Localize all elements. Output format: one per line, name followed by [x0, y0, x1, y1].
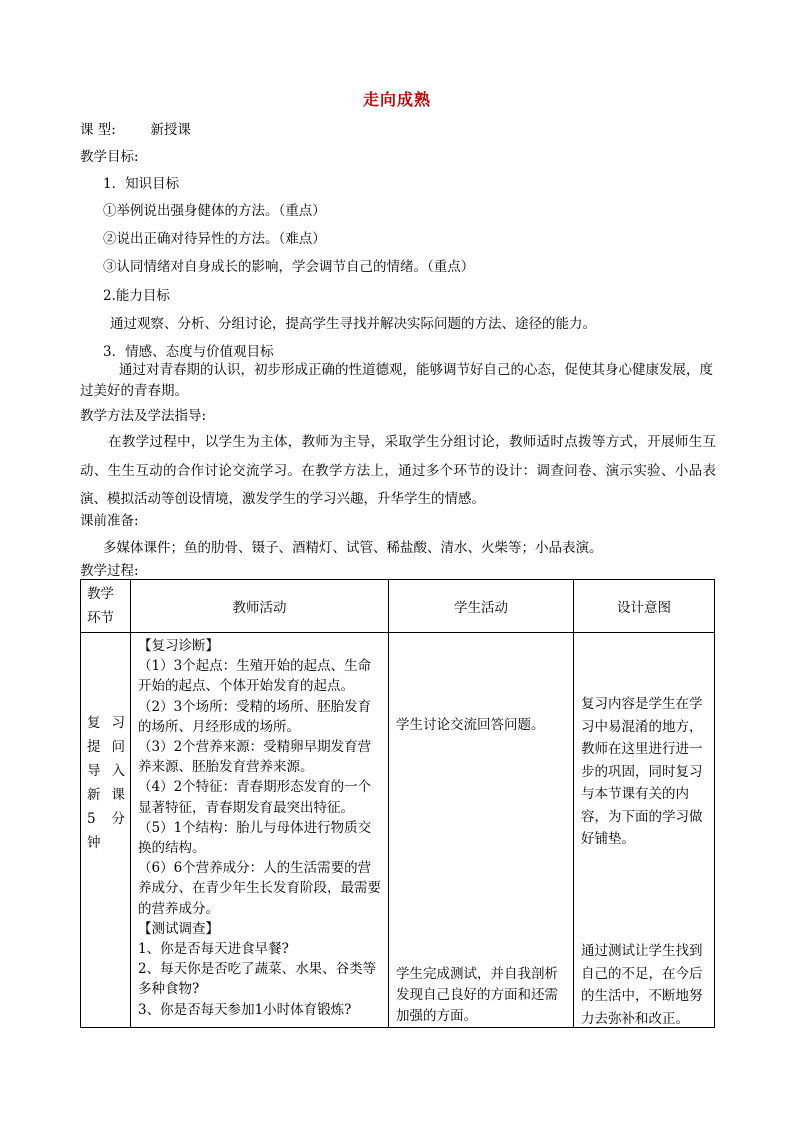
- header-stage: [81, 580, 131, 633]
- student-activity-cell: [389, 633, 574, 1028]
- lesson-type-line: [80, 121, 191, 139]
- table-header-row: [81, 580, 715, 633]
- review-item: （3）2个营养来源：受精卵早期发育营养来源、胚胎发育营养来源。: [138, 739, 372, 776]
- knowledge-goal-heading: 1．知识目标: [103, 176, 180, 192]
- lesson-type-value: 新授课: [150, 122, 191, 138]
- lesson-process-table: [80, 579, 715, 1028]
- review-item: （2）3个场所：受精的场所、胚胎发育的场所、月经形成的场所。: [138, 698, 372, 735]
- ability-goal-text: 通过观察、分析、分组讨论，提高学生寻找并解决实际问题的方法、途径的能力。: [110, 316, 596, 332]
- ability-goal-heading: 2.能力目标: [103, 288, 170, 304]
- review-item: （6）6个营养成分：人的生活需要的营养成分、在青少年生长发育阶段，最需要的营养成分。: [138, 860, 381, 917]
- test-item: 2、每天你是否吃了蔬菜、水果、谷类等多种食物?: [138, 961, 377, 998]
- knowledge-goal-item: ①举例说出强身健体的方法。（重点）: [103, 203, 326, 219]
- table-row: [81, 633, 715, 1028]
- header-stage-line1: 教学: [87, 586, 114, 602]
- header-student-activity: 学生活动: [389, 580, 574, 633]
- design-review-text: 复习内容是学生在学习中易混淆的地方，教师在这里进行进一步的巩固，同时复习与本节课有关的内容，为下面的学习做好铺垫。: [581, 696, 703, 847]
- header-stage-line2: 环节: [87, 610, 114, 626]
- process-heading: 教学过程:: [80, 563, 139, 579]
- stage-cell: 复 习 提 问 导 入 新 课 5 分 钟: [81, 633, 131, 1028]
- prep-heading: 课前准备:: [80, 513, 139, 529]
- lesson-type-label: 课 型:: [80, 122, 116, 138]
- design-test-text: 通过测试让学生找到自己的不足，在今后的生活中，不断地努力去弥补和改正。: [581, 943, 703, 1027]
- review-item: （1）3个起点：生殖开始的起点、生命开始的起点、个体开始发育的起点。: [138, 658, 372, 695]
- document-title: 走向成熟: [362, 90, 431, 109]
- methods-text: 在教学过程中，以学生为主体，教师为主导，采取学生分组讨论，教师适时点拨等方式，开展师生互动、生生互动的合作讨论交流学习。在教学方法上，通过多个环节的设计：调查问卷、演示实验、小品表演、模拟活动等创设情境，激发学生的学习兴趣，升华学生的情感。: [80, 434, 716, 507]
- review-item: （5）1个结构：胎儿与母体进行物质交换的结构。: [138, 819, 372, 857]
- review-item: （4）2个特征：青春期形态发育的一个显著特征，青春期发育最突出特征。: [138, 779, 372, 816]
- emotion-goal-text: 通过对青春期的认识，初步形成正确的性道德观，能够调节好自己的心态，促使其身心健康发展，度过美好的青春期。: [80, 362, 713, 399]
- student-review-text: 学生讨论交流回答问题。: [396, 717, 545, 733]
- emotion-goal-heading: 3．情感、态度与价值观目标: [103, 344, 274, 360]
- header-teacher-activity: 教师活动: [131, 580, 389, 633]
- knowledge-goal-item: ②说出正确对待异性的方法。（难点）: [103, 231, 326, 247]
- methods-heading: 教学方法及学法指导:: [80, 408, 207, 424]
- student-test-text: 学生完成测试，并自我剖析发现自己良好的方面和还需加强的方面。: [396, 966, 558, 1024]
- test-heading: 【测试调查】: [138, 920, 219, 937]
- review-heading: 【复习诊断】: [138, 638, 219, 654]
- prep-text: 多媒体课件；鱼的肋骨、镊子、酒精灯、试管、稀盐酸、清水、火柴等；小品表演。: [103, 540, 603, 556]
- teacher-activity-cell: [131, 633, 389, 1028]
- design-intent-cell: [574, 633, 715, 1028]
- goals-heading: 教学目标:: [80, 149, 139, 165]
- knowledge-goal-item: ③认同情绪对自身成长的影响，学会调节自己的情绪。（重点）: [103, 259, 475, 275]
- test-item: 3、你是否每天参加1小时体育锻炼?: [138, 1001, 352, 1018]
- header-design-intent: 设计意图: [574, 580, 715, 633]
- test-item: 1、你是否每天进食早餐?: [138, 941, 289, 958]
